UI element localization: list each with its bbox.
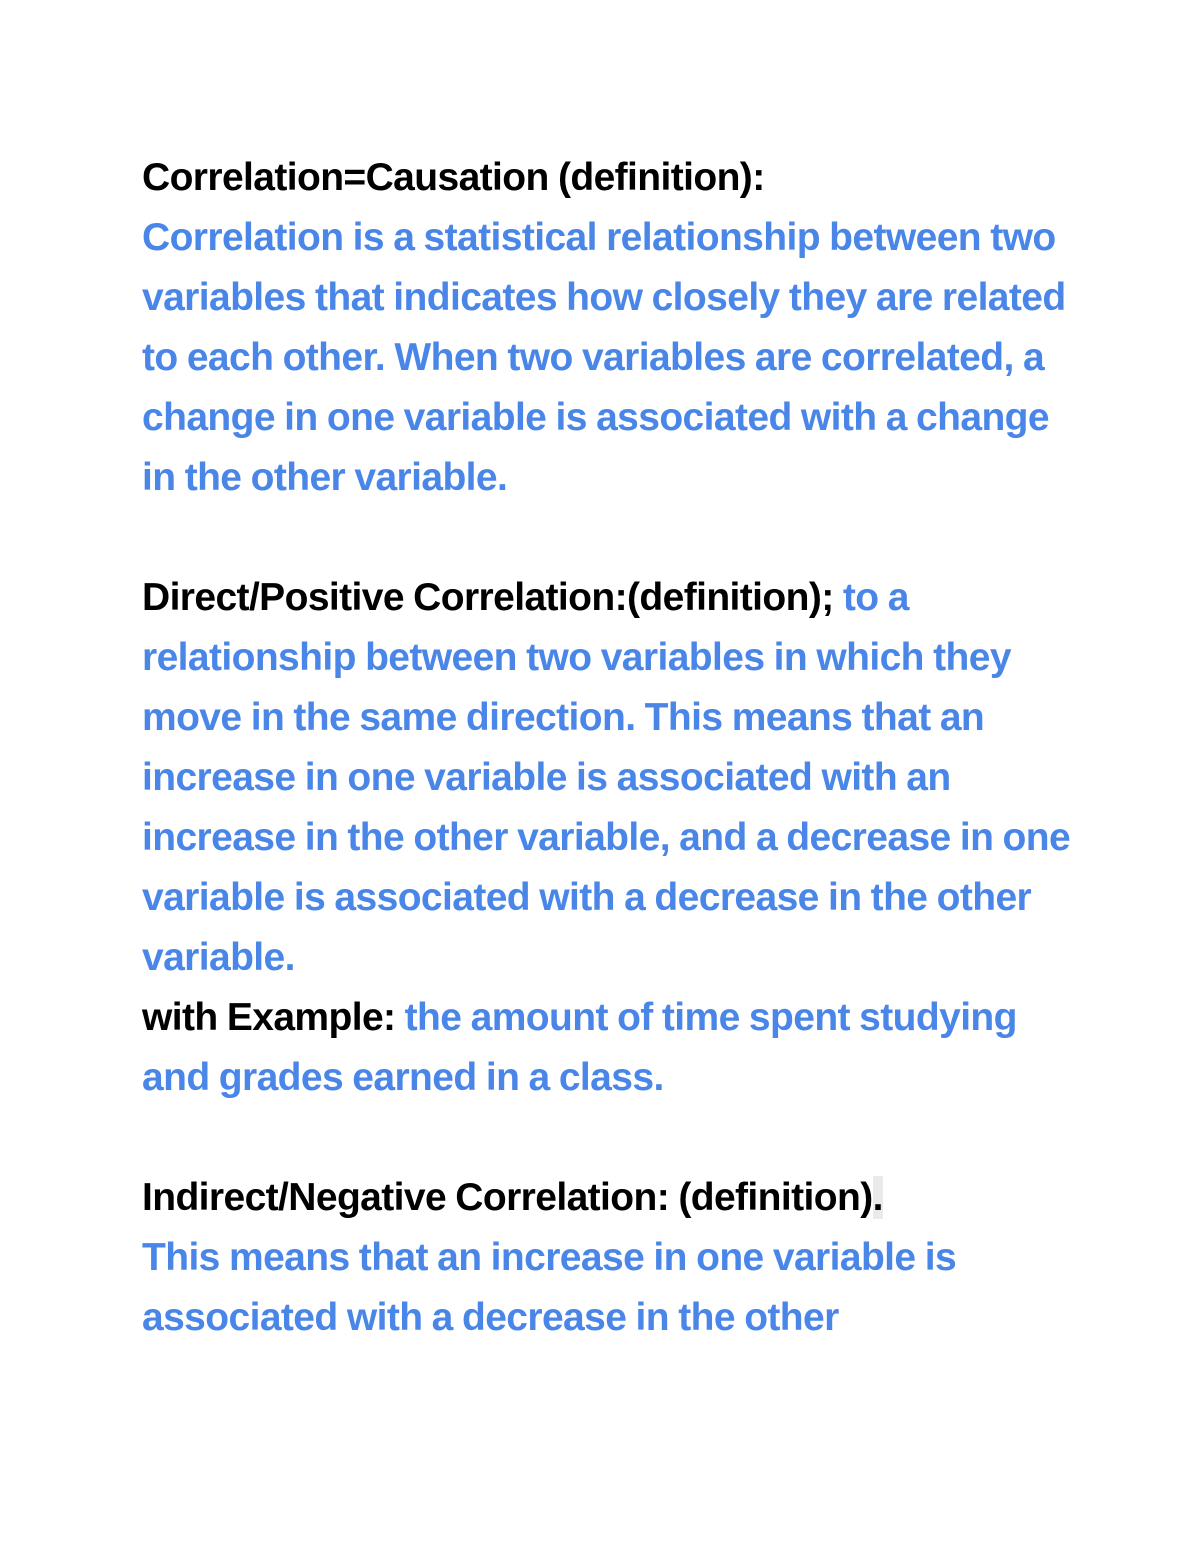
paragraph-gap <box>142 1108 1077 1168</box>
definition-correlation-causation: Correlation is a statistical relationship between two variables that indicates how closely they are related to each other. When two variables are correlated, a change in one variable is associated with a change in the other variable. <box>142 216 1066 499</box>
paragraph-gap <box>142 508 1077 568</box>
document-page <box>142 148 1077 1348</box>
section-correlation-causation <box>142 148 1077 508</box>
example-text: the amount of time spent studying and grades earned in a class. <box>142 996 1017 1099</box>
definition-indirect-negative-correlation: This means that an increase in one variable is associated with a decrease in the other <box>142 1236 957 1339</box>
heading-direct-positive-correlation: Direct/Positive Correlation:(definition); <box>142 576 834 619</box>
text-cursor-highlight: . <box>872 1176 883 1219</box>
example-label: with Example: <box>142 996 396 1039</box>
section-direct-positive-correlation <box>142 568 1077 1108</box>
definition-direct-positive-correlation: to a relationship between two variables in which they move in the same direction. This means that an increase in one variable is associated with an increase in the other variable, and a decrease in one variable is associated with a decrease in the other variable. <box>142 576 1071 979</box>
heading-correlation-causation: Correlation=Causation (definition): <box>142 156 765 199</box>
section-indirect-negative-correlation <box>142 1168 1077 1348</box>
heading-indirect-negative-correlation: Indirect/Negative Correlation: (definition) <box>142 1176 873 1219</box>
